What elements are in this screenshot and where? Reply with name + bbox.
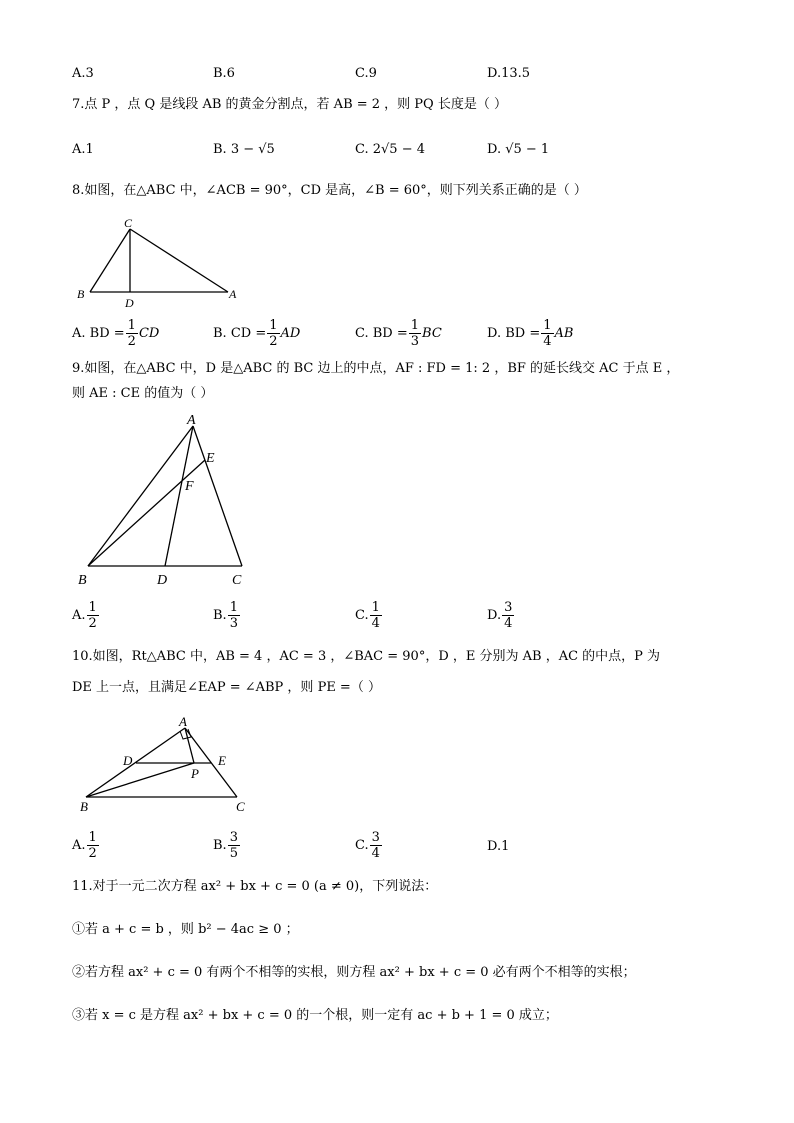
q6-option-a: A.3: [72, 66, 94, 81]
q9-label-a: A: [187, 413, 196, 428]
q11-stem: 11.对于一元二次方程 ax² + bx + c = 0 (a ≠ 0)，下列说法：: [72, 879, 438, 894]
q9-label-b: B: [78, 573, 87, 588]
q8-option-d: D. BD = $\frac{1}{4}$ AB: [487, 318, 574, 349]
q9-figure: [70, 410, 260, 595]
q10-label-e: E: [218, 753, 226, 768]
q10-label-a: A: [179, 714, 187, 729]
q8-label-a: A: [229, 287, 237, 301]
q8-label-d: D: [125, 296, 134, 310]
q7-option-d: D. √5 − 1: [487, 142, 550, 157]
q7-stem: 7.点 P ，点 Q 是线段 AB 的黄金分割点，若 AB = 2 ，则 PQ 长度是（ ）: [72, 97, 507, 112]
q9-option-b: B. $\frac{1}{3}$: [213, 600, 238, 631]
q10-stem-line2: DE 上一点，且满足∠EAP = ∠ABP ，则 PE =（ ）: [72, 680, 381, 695]
q9-label-d: D: [157, 573, 168, 588]
q10-label-d: D: [123, 753, 133, 768]
q8-option-b: B. CD = $\frac{1}{2}$ AD: [213, 318, 301, 349]
q11-statement-2: ②若方程 ax² + c = 0 有两个不相等的实根，则方程 ax² + bx + c = 0 必有两个不相等的实根；: [72, 965, 636, 980]
q8-stem: 8.如图，在△ABC 中，∠ACB = 90°，CD 是高，∠B = 60°，则下列关系正确的是（ ）: [72, 183, 587, 198]
q8-option-a: A. BD = $\frac{1}{2}$ CD: [72, 318, 160, 349]
q9-option-d: D. $\frac{3}{4}$: [487, 600, 513, 631]
q9-label-e: E: [206, 451, 215, 466]
q9-label-f: F: [185, 479, 194, 494]
q9-label-c: C: [232, 573, 242, 588]
q10-option-b: B. $\frac{3}{5}$: [213, 830, 238, 861]
q11-statement-3: ③若 x = c 是方程 ax² + bx + c = 0 的一个根，则一定有 ac + b + 1 = 0 成立；: [72, 1008, 558, 1023]
q9-stem-line2: 则 AE : CE 的值为（ ）: [72, 386, 214, 401]
q8-option-c: C. BD = $\frac{1}{3}$ BC: [355, 318, 442, 349]
q9-option-c: C. $\frac{1}{4}$: [355, 600, 380, 631]
q6-option-b: B.6: [213, 66, 235, 81]
q6-option-c: C.9: [355, 66, 377, 81]
q8-figure: [70, 215, 250, 315]
q10-label-c: C: [236, 799, 245, 814]
q11-statement-1: ①若 a + c = b ，则 b² − 4ac ≥ 0 ；: [72, 922, 299, 937]
q9-option-a: A. $\frac{1}{2}$: [72, 600, 97, 631]
q10-label-b: B: [80, 799, 88, 814]
q10-option-c: C. $\frac{3}{4}$: [355, 830, 380, 861]
q10-option-a: A. $\frac{1}{2}$: [72, 830, 97, 861]
q9-stem-line1: 9.如图，在△ABC 中，D 是△ABC 的 BC 边上的中点，AF : FD = 1: 2 ，BF 的延长线交 AC 于点 E ，: [72, 361, 680, 376]
q8-label-b: B: [77, 287, 85, 301]
q10-figure: [70, 712, 260, 817]
q6-option-d: D.13.5: [487, 66, 531, 81]
q10-stem-line1: 10.如图，Rt△ABC 中，AB = 4 ，AC = 3 ，∠BAC = 90°，D ，E 分别为 AB ，AC 的中点，P 为: [72, 649, 661, 664]
q8-label-c: C: [124, 216, 133, 230]
q10-label-p: P: [191, 766, 199, 781]
q7-option-c: C. 2√5 − 4: [355, 142, 426, 157]
q10-option-d: D.1: [487, 839, 510, 854]
q7-option-b: B. 3 − √5: [213, 142, 275, 157]
q7-option-a: A.1: [72, 142, 94, 157]
